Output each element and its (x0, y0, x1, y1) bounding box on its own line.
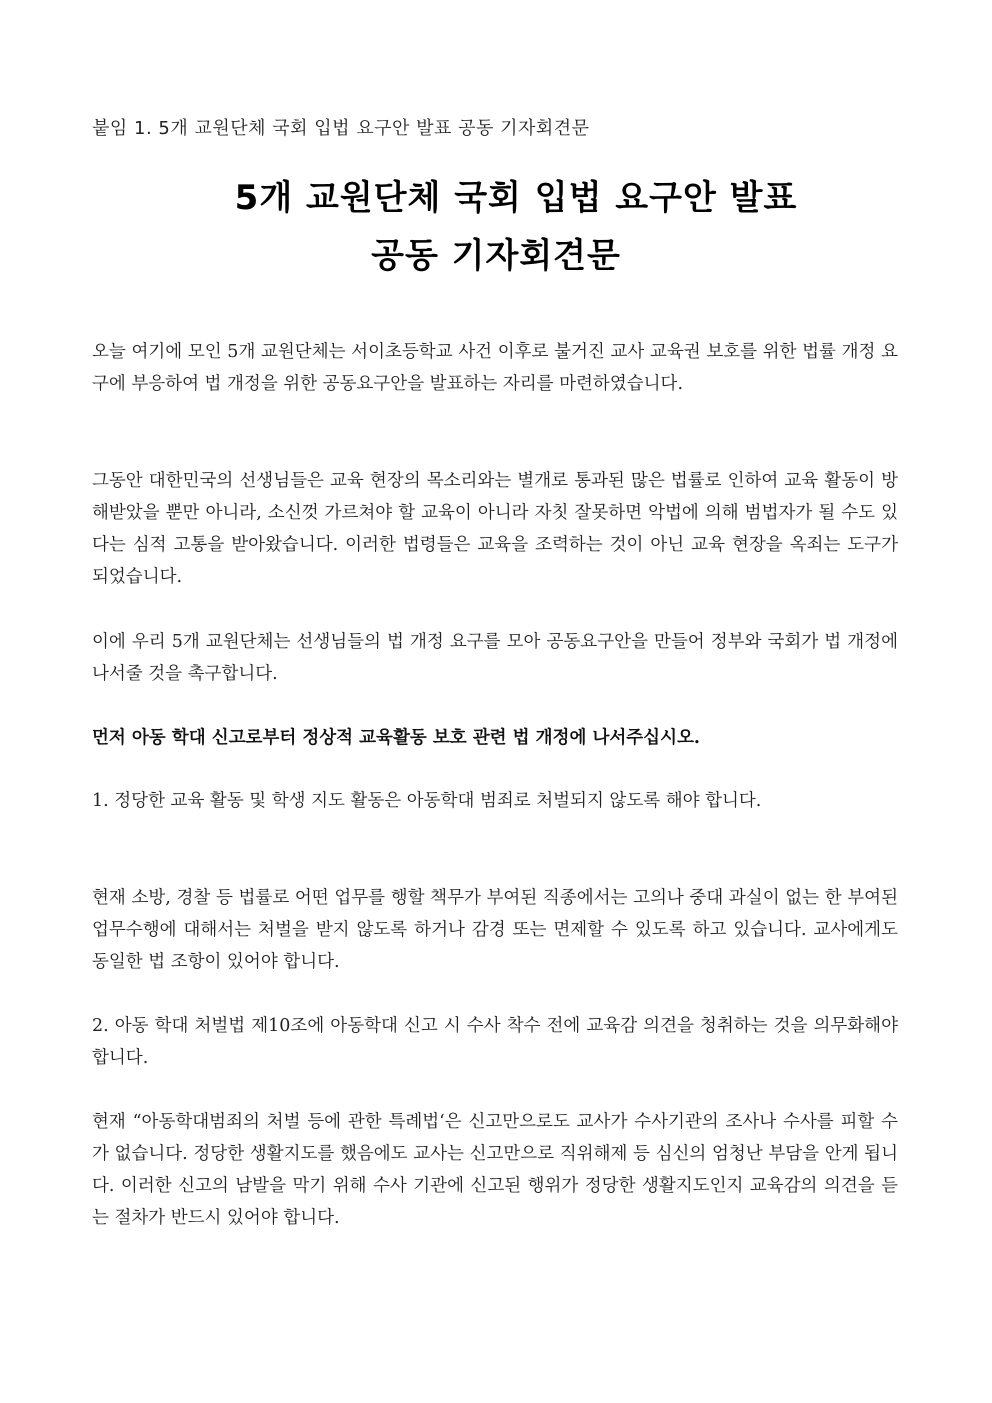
paragraph-intro: 오늘 여기에 모인 5개 교원단체는 서이초등학교 사건 이후로 불거진 교사 교육권 보호를 위한 법률 개정 요구에 부응하여 법 개정을 위한 공동요구안을 발표하는 자리를 마련하였습니다. (92, 342, 898, 394)
demand-item-2-explanation: 현재 “아동학대범죄의 처벌 등에 관한 특례법‘은 신고만으로도 교사가 수사기관의 조사나 수사를 피할 수가 없습니다. 정당한 생활지도를 했음에도 교사는 신고만으로 직위해제 등 심신의 엄청난 부담을 안게 됩니다. 이러한 신고의 남발을 막기 위해 수사 기관에 신고된 행위가 정당한 생활지도인지 교육감의 의견을 듣는 절차가 반드시 있어야 합니다. (92, 1112, 898, 1228)
paragraph-background: 그동안 대한민국의 선생님들은 교육 현장의 목소리와는 별개로 통과된 많은 법률로 인하여 교육 활동이 방해받았을 뿐만 아니라, 소신껏 가르쳐야 할 교육이 아니라 자칫 잘못하면 악법에 의해 범법자가 될 수도 있다는 심적 고통을 받아왔습니다. 이러한 법령들은 교육을 조력하는 것이 아닌 교육 현장을 옥죄는 도구가 되었습니다. (92, 471, 898, 587)
paragraph-demand: 이에 우리 5개 교원단체는 선생님들의 법 개정 요구를 모아 공동요구안을 만들어 정부와 국회가 법 개정에 나서줄 것을 촉구합니다. (92, 632, 898, 684)
document-title-line2: 공동 기자회견문 (371, 236, 621, 276)
demand-item-1-explanation: 현재 소방, 경찰 등 법률로 어떤 업무를 행할 책무가 부여된 직종에서는 고의나 중대 과실이 없는 한 부여된 업무수행에 대해서는 처벌을 받지 않도록 하거나 감경 또는 면제할 수 있도록 하고 있습니다. 교사에게도 동일한 법 조항이 있어야 합니다. (92, 888, 898, 972)
attachment-label: 붙임 1. 5개 교원단체 국회 입법 요구안 발표 공동 기자회견문 (92, 118, 590, 139)
demand-item-2: 2. 아동 학대 처벌법 제10조에 아동학대 신고 시 수사 착수 전에 교육감 의견을 청취하는 것을 의무화해야 합니다. (92, 1016, 898, 1068)
section-heading: 먼저 아동 학대 신고로부터 정상적 교육활동 보호 관련 법 개정에 나서주십시오. (92, 728, 700, 748)
document-title-line1: 5개 교원단체 국회 입법 요구안 발표 (234, 178, 798, 218)
demand-item-1: 1. 정당한 교육 활동 및 학생 지도 활동은 아동학대 범죄로 처벌되지 않도록 해야 합니다. (92, 791, 762, 811)
